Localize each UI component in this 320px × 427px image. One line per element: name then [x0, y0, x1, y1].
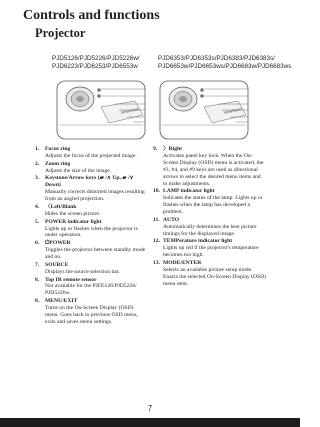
item-number: 1.: [35, 146, 40, 152]
list-item: [153, 238, 266, 259]
item-title: MODE/ENTER: [163, 260, 202, 267]
list-item: [153, 188, 266, 216]
item-title: 〈Left/Blank: [45, 203, 77, 210]
item-description: Hides the screen picture.: [45, 210, 101, 217]
item-description: Adjusts the size of the image.: [45, 167, 112, 174]
item-title: Top IR remote sensor: [45, 276, 97, 283]
item-description: Automatically determines the best picture timings for the displayed image.: [163, 223, 257, 237]
item-number: 9.: [153, 146, 158, 152]
list-item: [35, 146, 148, 160]
item-description: Indicates the status of the lamp. Lights up or flashes when the lamp has developed a problem.: [163, 195, 263, 216]
item-title: Zoom ring: [45, 160, 71, 167]
item-title: LAMP indicator light: [163, 188, 215, 195]
item-description: Adjusts the focus of the projected image.: [45, 152, 137, 159]
item-number: 10.: [153, 188, 160, 195]
model-list-left: [52, 55, 140, 71]
item-number: 3.: [35, 175, 40, 182]
list-item: [153, 146, 266, 187]
item-description: Not available for the PJD5126/PJD5226/ PJD5226w.: [45, 283, 137, 297]
item-number: 7.: [35, 261, 40, 268]
item-number: 4.: [35, 203, 40, 210]
item-number: 11.: [153, 216, 160, 223]
item-number: 12.: [153, 238, 160, 245]
projector-diagram-left: [55, 77, 150, 142]
item-title: SOURCE: [45, 261, 69, 268]
item-description: Activates panel key lock. When the On-Screen Display (OSD) menu is activated, the #3, #4, and #9 keys are used as directional arrows to select the desired menu items and to make adjustments.: [163, 152, 264, 187]
focus-ring-marker: [97, 88, 101, 92]
focus-ring-marker: [200, 88, 204, 92]
page-number: 7: [147, 404, 153, 413]
item-title: ⏻POWER: [45, 240, 71, 247]
item-description: Turns on the On-Screen Display (OSD) menu. Goes back to previous OSD menu, exits and saves menu settings.: [45, 305, 138, 325]
list-item: [35, 262, 148, 276]
list-item: [35, 298, 148, 326]
zoom-ring-marker: [97, 94, 101, 98]
list-item: [35, 240, 148, 261]
item-title: POWER indicator light: [45, 218, 102, 225]
model-line: PJD6653w/PJD6653ws/PJD6683w/PJD6683ws: [158, 63, 292, 70]
page-heading: Controls and functions: [23, 8, 160, 23]
model-line: PJD6223/PJD6253/PJD6553w: [52, 63, 138, 70]
item-title: Focus ring: [45, 146, 71, 152]
item-title: 〉Right: [163, 146, 182, 152]
list-item: [35, 277, 148, 298]
item-number: 6.: [35, 240, 40, 247]
list-item: [153, 260, 266, 288]
item-description: Lights up or flashes when the projector is under operation.: [45, 225, 138, 239]
item-number: 8.: [35, 276, 40, 283]
lens-center: [76, 96, 84, 102]
item-number: 8.: [35, 298, 40, 305]
item-number: 13.: [153, 260, 160, 267]
model-line: PJD6353/PJD6353s/PJD6383/PJD6383s/: [158, 55, 275, 62]
lens-center: [179, 96, 187, 102]
projector-diagram-right: [158, 77, 253, 142]
brand-logo: ViewSonic: [120, 106, 140, 115]
controls-list-right: [153, 146, 266, 289]
model-list-right: [158, 55, 291, 71]
list-item: [35, 175, 148, 203]
item-number: 2.: [35, 160, 40, 167]
list-item: [153, 217, 266, 238]
item-number: 5.: [35, 218, 40, 225]
item-title: TEMPerature indicator light: [163, 238, 233, 245]
item-description: Manually corrects distorted images resulting from an angled projection.: [45, 189, 145, 203]
item-title: AUTO: [163, 216, 180, 223]
zoom-ring-marker: [200, 94, 204, 98]
controls-list-left: [35, 146, 148, 327]
model-line: PJD5126/PJD5226/PJD5226w/: [52, 55, 140, 62]
item-title: Keystone/Arrow keys (▰ /∧ Up, ▰ /∨ Down): [45, 175, 134, 189]
list-item: [35, 161, 148, 175]
list-item: [35, 204, 148, 218]
item-description: Displays the source selection bar.: [45, 268, 120, 275]
item-description: Selects an available picture setup mode. Enacts the selected On-Screen Display (OSD) menu item.: [163, 266, 266, 287]
item-description: Toggles the projector between standby mode and on.: [45, 247, 146, 261]
section-heading: Projector: [35, 26, 86, 40]
brand-logo: ViewSonic: [223, 106, 243, 115]
item-description: Lights up red if the projector's temperature becomes too high.: [163, 245, 259, 259]
footer-bar: [0, 418, 300, 427]
list-item: [35, 219, 148, 240]
item-title: MENU/EXIT: [45, 298, 78, 305]
